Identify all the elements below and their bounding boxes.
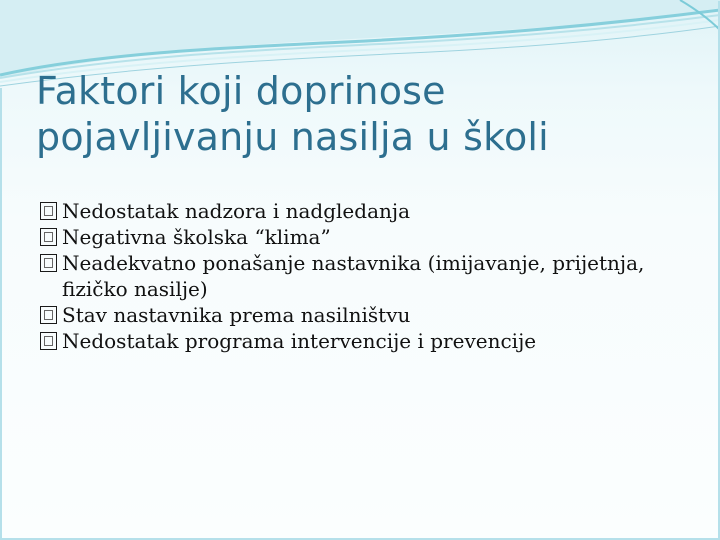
bullet-item	[40, 302, 690, 328]
bullet-text: Nedostatak programa intervencije i prevencije	[62, 329, 537, 353]
square-bullet-icon	[40, 332, 57, 350]
square-bullet-icon	[40, 202, 57, 220]
bullet-item	[40, 224, 690, 250]
square-bullet-icon	[40, 228, 57, 246]
bullet-list	[40, 198, 690, 354]
bullet-item	[40, 250, 690, 302]
square-bullet-icon	[40, 306, 57, 324]
bullet-text: Nedostatak nadzora i nadgledanja	[62, 199, 410, 223]
square-bullet-icon	[40, 254, 57, 272]
bullet-text: Negativna školska “klima”	[62, 225, 331, 249]
slide-title: Faktori koji doprinose pojavljivanju nasilja u školi	[36, 69, 549, 159]
bullet-item	[40, 328, 690, 354]
bullet-item	[40, 198, 690, 224]
bullet-text: Neadekvatno ponašanje nastavnika (imijavanje, prijetnja, fizičko nasilje)	[62, 251, 645, 301]
bullet-text: Stav nastavnika prema nasilništvu	[62, 303, 411, 327]
